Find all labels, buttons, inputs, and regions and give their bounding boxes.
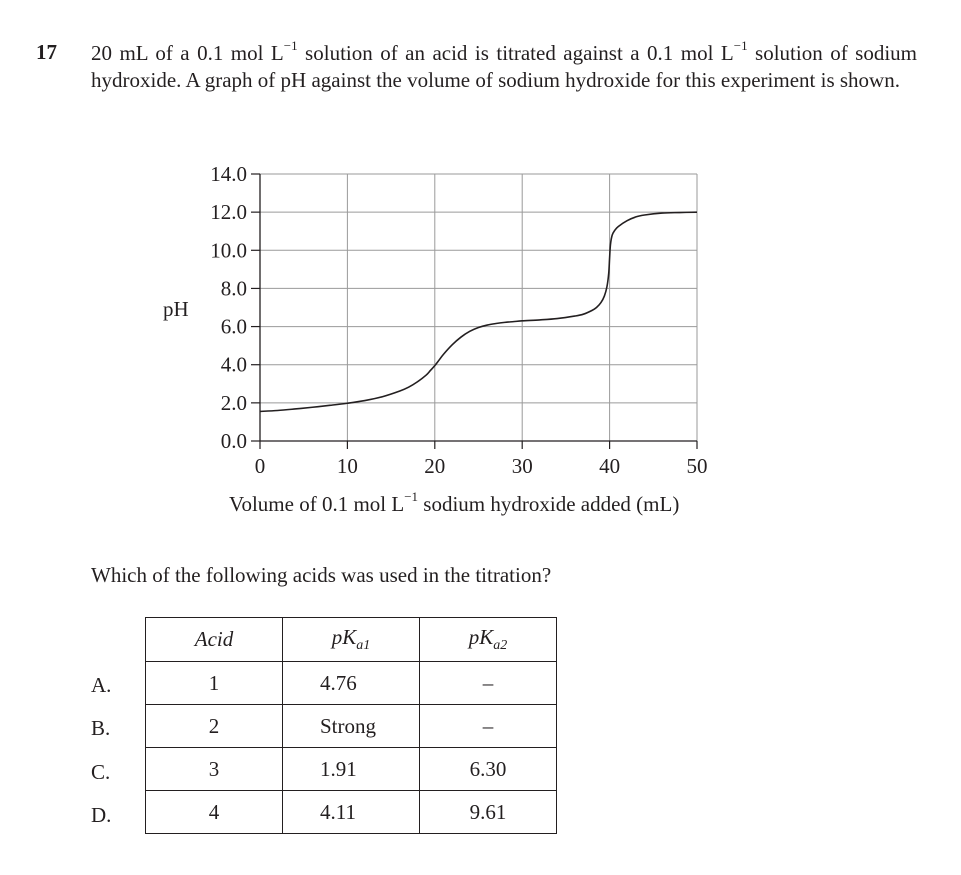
header-pka1: $pK_{a1}$	[283, 618, 420, 662]
cell-acid: 1	[146, 662, 283, 705]
chart-axes	[251, 174, 697, 449]
table-row	[146, 705, 557, 748]
y-tick-label: 2.0	[220, 390, 247, 415]
option-letter-b: B.	[91, 716, 111, 740]
y-tick-label: 12.0	[210, 200, 247, 225]
titration-curve	[260, 212, 697, 411]
chart-tick-labels	[210, 162, 707, 478]
cell-pka2: –	[420, 662, 557, 705]
header-pka2: $pK_{a2}$	[420, 618, 557, 662]
x-tick-label: 20	[424, 454, 446, 478]
table-header-row	[146, 618, 557, 662]
cell-acid: 2	[146, 705, 283, 748]
option-letter-a: A.	[91, 673, 112, 697]
option-letter-d: D.	[91, 803, 112, 827]
x-tick-label: 50	[686, 454, 708, 478]
table-row	[146, 662, 557, 705]
y-tick-label: 14.0	[210, 162, 247, 186]
cell-pka1: 1.91	[283, 748, 420, 791]
y-tick-label: 4.0	[220, 352, 247, 377]
cell-pka2: –	[420, 705, 557, 748]
x-tick-label: 0	[254, 454, 266, 478]
y-axis-label: pH	[163, 297, 189, 321]
cell-pka1: 4.76	[283, 662, 420, 705]
question-number: 17	[36, 40, 57, 64]
table-row	[146, 748, 557, 791]
cell-pka1: Strong	[283, 705, 420, 748]
x-tick-label: 30	[511, 454, 533, 478]
question-prompt: Which of the following acids was used in the titration?	[91, 563, 552, 587]
x-tick-label: 10	[336, 454, 358, 478]
chart-grid	[260, 174, 697, 441]
cell-acid: 4	[146, 791, 283, 834]
table-row	[146, 791, 557, 834]
header-acid: Acid	[146, 618, 283, 662]
question-stem: 20 mL of a 0.1 mol $L^{-1}$ solution of an acid is titrated against a 0.1 mol $L^{-1}$ solution of sodium hydroxide. A graph of pH against the volume of sodium hydroxide for this experiment is shown.	[91, 38, 917, 92]
x-tick-label: 40	[599, 454, 621, 478]
y-tick-label: 0.0	[220, 429, 247, 453]
y-tick-label: 10.0	[210, 238, 247, 263]
cell-pka1: 4.11	[283, 791, 420, 834]
option-letter-c: C.	[91, 760, 111, 784]
cell-acid: 3	[146, 748, 283, 791]
cell-pka2: 9.61	[420, 791, 557, 834]
y-tick-label: 6.0	[220, 314, 247, 339]
cell-pka2: 6.30	[420, 748, 557, 791]
y-tick-label: 8.0	[220, 276, 247, 301]
acid-options-table	[145, 617, 557, 834]
